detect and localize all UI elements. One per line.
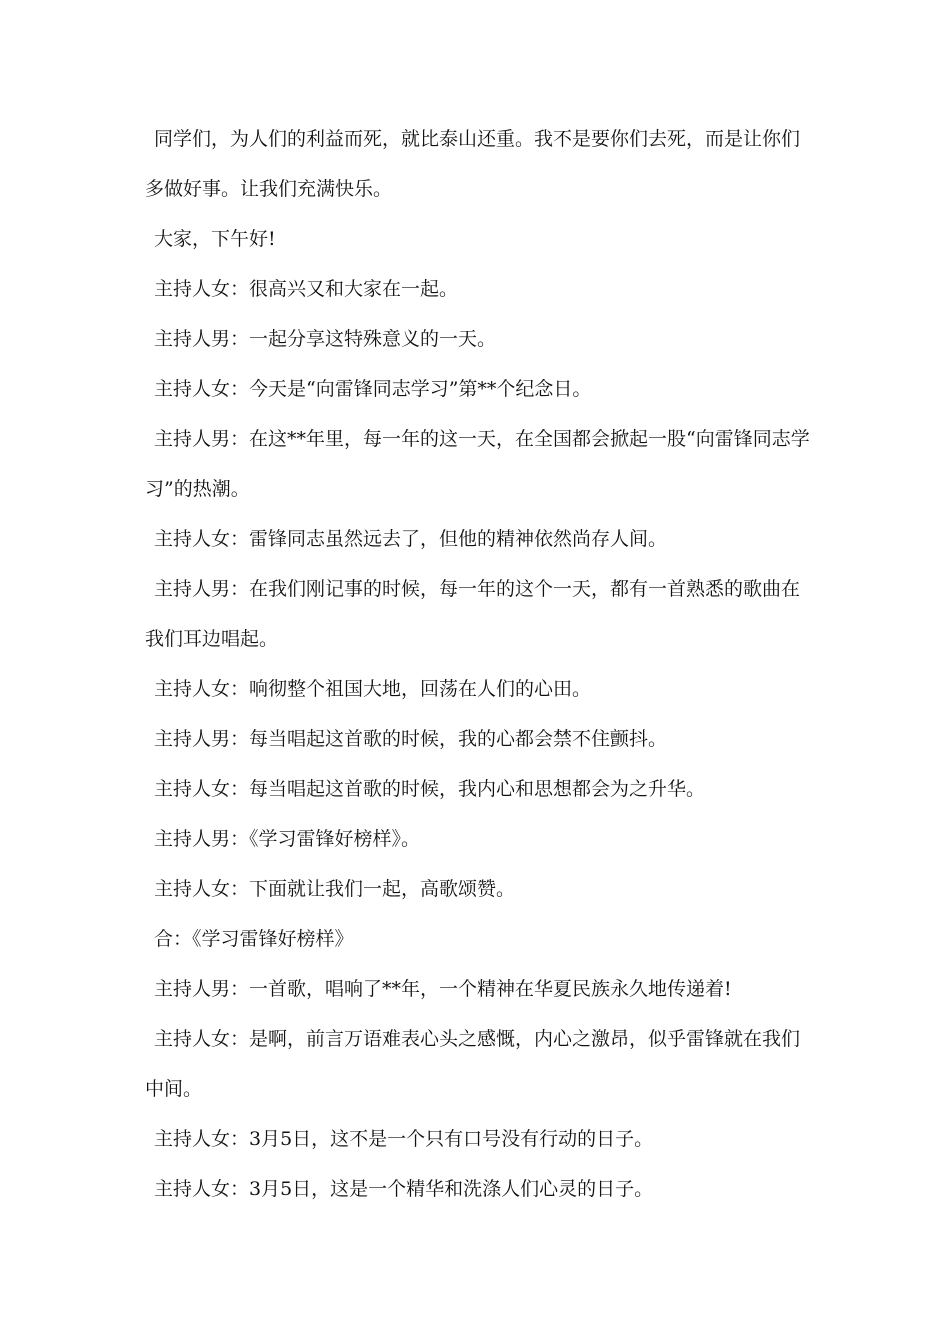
paragraph: 主持人女：3月5日，这不是一个只有口号没有行动的日子。 [154,1128,654,1150]
paragraph: 主持人男：一起分享这特殊意义的一天。 [154,328,497,350]
paragraph: 主持人男：在我们刚记事的时候，每一年的这个一天，都有一首熟悉的歌曲在我们耳边唱起。 [145,578,801,650]
paragraph: 主持人男：在这**年里，每一年的这一天，在全国都会掀起一股“向雷锋同志学习”的热潮。 [145,428,810,500]
paragraph: 大家，下午好! [154,228,276,250]
document-body [145,114,810,1214]
paragraph: 主持人女：今天是“向雷锋同志学习”第**个纪念日。 [154,378,592,400]
paragraph: 主持人女：很高兴又和大家在一起。 [154,278,459,300]
paragraph: 主持人男：一首歌，唱响了**年，一个精神在华夏民族永久地传递着! [154,978,732,1000]
paragraph: 主持人女：雷锋同志虽然远去了，但他的精神依然尚存人间。 [154,528,668,550]
paragraph: 主持人女：下面就让我们一起，高歌颂赞。 [154,878,516,900]
paragraph: 主持人男：《学习雷锋好榜样》。 [154,828,421,850]
paragraph: 主持人女：3月5日，这是一个精华和洗涤人们心灵的日子。 [154,1178,654,1200]
paragraph: 主持人女：每当唱起这首歌的时候，我内心和思想都会为之升华。 [154,778,706,800]
paragraph: 合：《学习雷锋好榜样》 [154,928,354,950]
paragraph: 主持人女：是啊，前言万语难表心头之感慨，内心之激昂，似乎雷锋就在我们中间。 [145,1028,801,1100]
paragraph: 主持人男：每当唱起这首歌的时候，我的心都会禁不住颤抖。 [154,728,668,750]
paragraph: 同学们，为人们的利益而死，就比泰山还重。我不是要你们去死，而是让你们多做好事。让我们充满快乐。 [145,128,801,200]
paragraph: 主持人女：响彻整个祖国大地，回荡在人们的心田。 [154,678,592,700]
